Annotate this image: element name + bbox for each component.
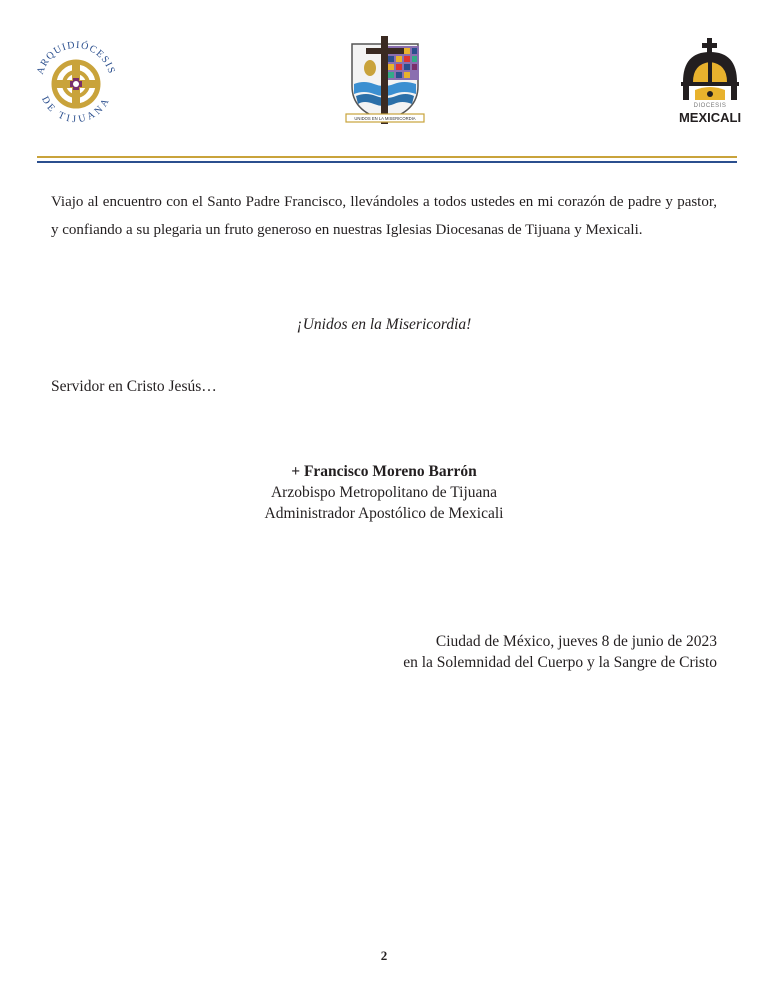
page-number: 2 [380,948,388,963]
letter-motto: ¡Unidos en la Misericordia! [296,316,472,333]
place-date-line-2: en la Solemnidad del Cuerpo y la Sangre de Cristo [403,654,717,671]
mexicali-label: MEXICALI [678,110,742,125]
diocesis-small-label: DIOCESIS [693,103,727,109]
place-date-line-1: Ciudad de México, jueves 8 de junio de 2023 [435,633,717,650]
arquidiocesis-tijuana-logo [30,36,122,128]
place-date-block [403,631,717,673]
signatory-title-1: Arzobispo Metropolitano de Tijuana [270,484,498,501]
letter-closing: Servidor en Cristo Jesús… [51,378,217,395]
shield-ribbon-text: UNIDOS EN LA MISERICORDIA [354,116,416,121]
signatory-name: + Francisco Moreno Barrón [291,463,477,480]
unidos-misericordia-shield-logo [344,34,426,126]
header-divider-blue [37,161,737,163]
logo-arc-bottom-text: DE TIJUANA [39,94,113,126]
header-divider-gold [37,156,737,158]
signature-block [0,461,768,524]
signatory-title-2: Administrador Apostólico de Mexicali [264,505,504,522]
letter-paragraph: Viajo al encuentro con el Santo Padre Francisco, llevándoles a todos ustedes en mi corazón de padre y pastor, y confiando a su plegaria un fruto generoso en nuestras Iglesias Diocesanas de Tijuana y Mexicali. [51,194,717,238]
diocesis-mexicali-logo [677,36,743,102]
logo-arc-top-text: ARQUIDIÓCESIS [34,39,118,76]
